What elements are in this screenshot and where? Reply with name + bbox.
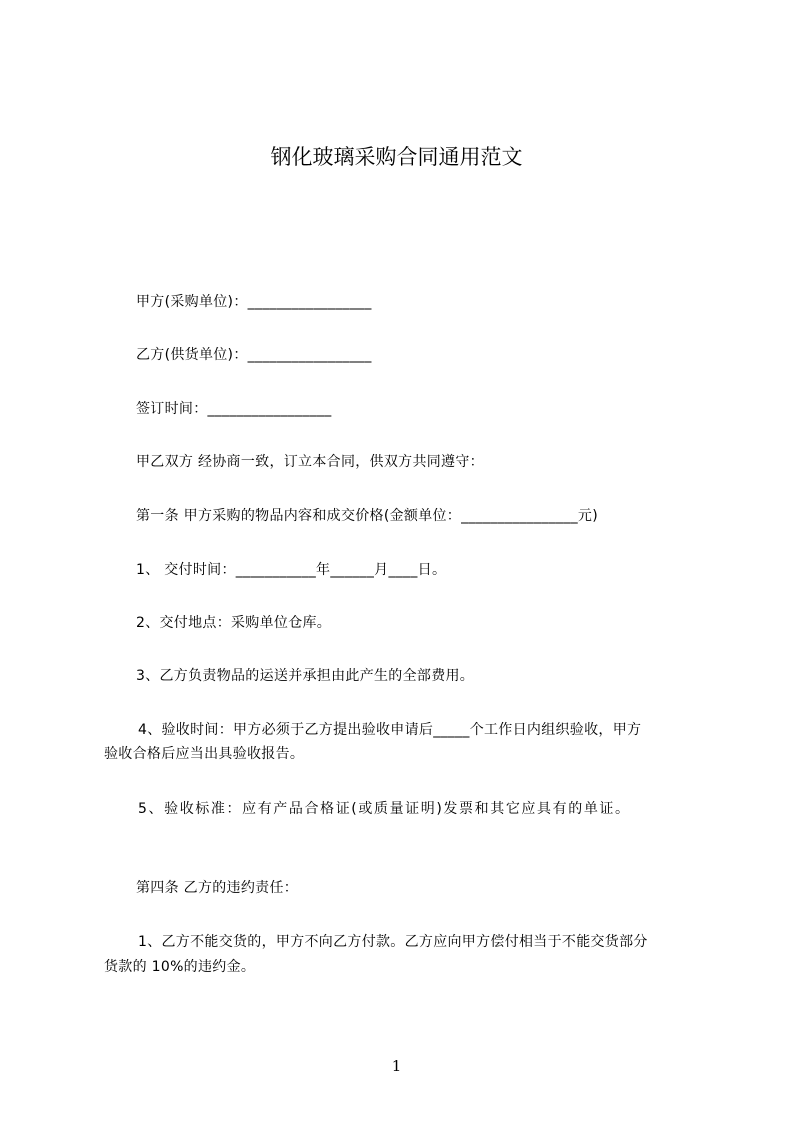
breach-clause-line-1: 1、乙方不能交货的，甲方不向乙方付款。乙方应向甲方偿付相当于不能交货部分 xyxy=(138,934,648,950)
acceptance-time-item-line-2: 验收合格后应当出具验收报告。 xyxy=(104,746,305,762)
document-title: 钢化玻璃采购合同通用范文 xyxy=(270,145,523,169)
article-1-heading: 第一条 甲方采购的物品内容和成交价格(金额单位：________________元) xyxy=(136,508,598,524)
breach-clause-line-2: 货款的 10%的违约金。 xyxy=(104,959,256,975)
agreement-line: 甲乙双方 经协商一致，订立本合同，供双方共同遵守： xyxy=(136,454,484,470)
delivery-place-item: 2、交付地点：采购单位仓库。 xyxy=(136,615,332,631)
delivery-time-item: 1、 交付时间：___________年______月____日。 xyxy=(136,562,447,578)
party-b-line: 乙方(供货单位)：_________________ xyxy=(136,347,372,363)
sign-time-line: 签订时间：_________________ xyxy=(136,401,332,417)
party-a-line: 甲方(采购单位)：_________________ xyxy=(136,294,372,310)
page-number: 1 xyxy=(391,1057,402,1075)
transport-cost-item: 3、乙方负责物品的运送并承担由此产生的全部费用。 xyxy=(136,668,475,684)
article-4-heading: 第四条 乙方的违约责任： xyxy=(136,880,299,896)
acceptance-time-item-line-1: 4、验收时间：甲方必须于乙方提出验收申请后_____个工作日内组织验收，甲方 xyxy=(138,722,642,738)
acceptance-standard-item: 5、验收标准：应有产品合格证(或质量证明)发票和其它应具有的单证。 xyxy=(138,801,631,817)
